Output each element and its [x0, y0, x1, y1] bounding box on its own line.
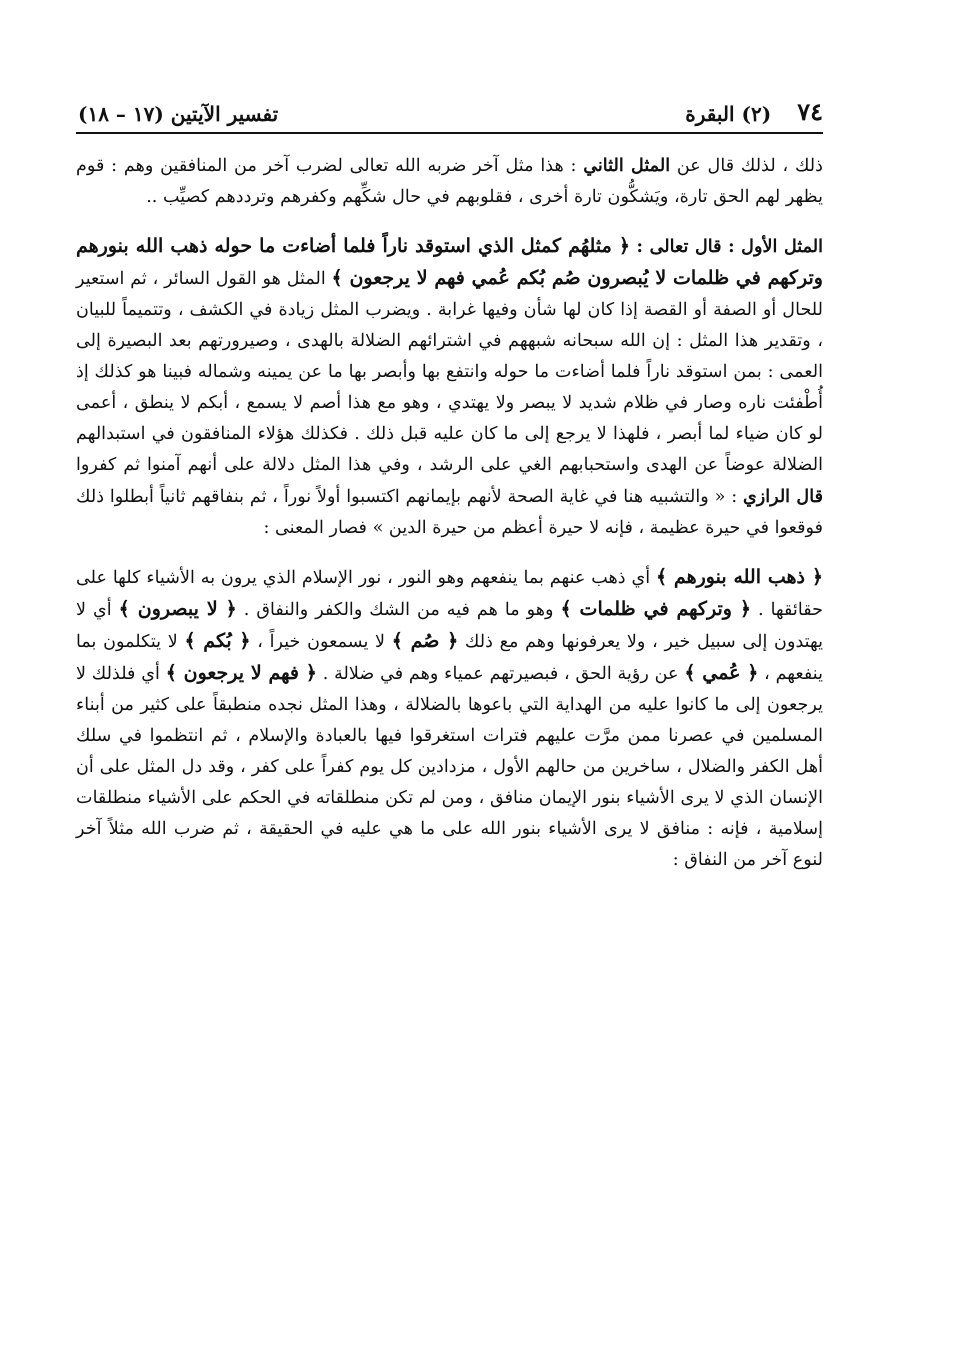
page-number: ٧٤ [797, 97, 823, 126]
header-right [685, 97, 823, 126]
body-text: أي فلذلك لا يرجعون إلى ما كانوا عليه من الهداية التي باعوها بالضلالة ، وهذا المثل نجده منطبقاً على كثير من أبناء المسلمين في عصرنا ممن مرَّت عليهم فترات استغرقوا فيها بالعبادة والإسلام ، ثم انتظموا في سلك أهل الكفر والضلال ، ساخرين من حالهم الأول ، مزدادين كل يوم كفراً على كفر ، وقد دل المثل على أن الإنسان الذي لا يرى الأشياء بنور الإيمان منافق ، ومن لم تكن منطلقاته في الحكم على الأشياء منطلقات إسلامية ، فإنه : منافق لا يرى الأشياء بنور الله على ما هي عليه في الحقيقة ، ثم ضرب الله مثلاً آخر لنوع آخر من النفاق : [76, 664, 823, 870]
quran-verse: ﴿ ذهب الله بنورهم ﴾ [655, 566, 823, 588]
page-body [76, 150, 823, 876]
body-text: أي لا يهتدون إلى سبيل خير ، ولا يعرفونها وهم مع ذلك [76, 600, 823, 652]
paragraph-intro [76, 150, 823, 213]
bold-heading: المثل الأول : قال تعالى : [629, 236, 823, 257]
body-text: المثل هو القول السائر ، ثم استعير للحال أو الصفة أو القصة إذا كان لها شأن وفيها غرابة . ويضرب المثل زيادة في الكشف ، وتتميماً للبيان ، وتقدير هذا المثل : إن الله سبحانه شبههم في اشترائهم الضلالة بالهدى ، وصيرورتهم بعد البصيرة إلى العمى : بمن استوقد ناراً فلما أضاءت ما حوله وانتفع بها وأبصر بها ما عن يمينه وشماله فبينا هو كذلك إذ أُطْفئت ناره وصار في ظلام شديد لا يبصر ولا يهتدي ، وهو مع هذا أصم لا يسمع ، أبكم لا ينطق ، أعمى لو كان ضياء لما أبصر ، فلهذا لا يرجع إلى ما كان عليه قبل ذلك . فكذلك هؤلاء المنافقون في استبدالهم الضلالة عوضاً عن الهدى واستحبابهم الغي على الرشد ، وفي هذا المثل دلالة على أنهم آمنوا ثم كفروا [76, 269, 823, 475]
quran-verse: ﴿ صُم ﴾ [391, 630, 459, 652]
quran-verse: ﴿ عُمي ﴾ [684, 662, 759, 684]
bold-heading: قال الرازي [742, 486, 823, 507]
quran-verse: ﴿ لا يبصرون ﴾ [118, 598, 237, 620]
body-text: : « والتشبيه هنا في غاية الصحة لأنهم بإيمانهم اكتسبوا أولاً نوراً ، ثم بنفاقهم ثانياً أبطلوا ذلك فوقعوا في حيرة عظيمة ، فإنه لا حيرة أعظم من حيرة الدين » فصار المعنى : [76, 487, 823, 538]
body-text: عن رؤية الحق ، فبصيرتهم عمياء وهم في ضلالة . [316, 664, 685, 684]
body-text: ذلك ، لذلك قال عن [670, 156, 823, 176]
body-text: أي ذهب عنهم بما ينفعهم وهو النور ، نور الإسلام الذي يرون به الأشياء كلها على حقائقها . [76, 568, 823, 620]
section-title: تفسير الآيتين (١٧ – ١٨) [78, 102, 279, 126]
surah-title: (٢) البقرة [685, 102, 772, 126]
quran-verse: ﴿ بُكم ﴾ [184, 630, 251, 652]
paragraph-first-parable [76, 231, 823, 544]
quran-verse: ﴿ فهم لا يرجعون ﴾ [165, 662, 317, 684]
header-divider [76, 132, 823, 134]
body-text: لا يسمعون خيراً ، [250, 632, 392, 652]
body-text: وهو ما هم فيه من الشك والكفر والنفاق . [236, 600, 561, 620]
paragraph-commentary [76, 562, 823, 876]
body-text: لا يتكلمون بما ينفعهم ، [76, 632, 824, 684]
body-text: : هذا مثل آخر ضربه الله تعالى لضرب آخر من المنافقين وهم : قوم يظهر لهم الحق تارة، ويَشكُّون تارة أخرى ، فقلوبهم في حال شكِّهم وكفرهم وترددهم كصيِّب .. [76, 156, 823, 207]
page-header [78, 92, 823, 126]
quran-verse: ﴿ وتركهم في ظلمات ﴾ [560, 598, 752, 620]
quran-verse: ﴿ مثلهُم كمثل الذي استوقد ناراً فلما أضاءت ما حوله ذهب الله بنورهم وتركهم في ظلمات لا يُبصرون صُم بُكم عُمي فهم لا يرجعون ﴾ [76, 235, 823, 289]
bold-heading: المثل الثاني [583, 155, 671, 176]
